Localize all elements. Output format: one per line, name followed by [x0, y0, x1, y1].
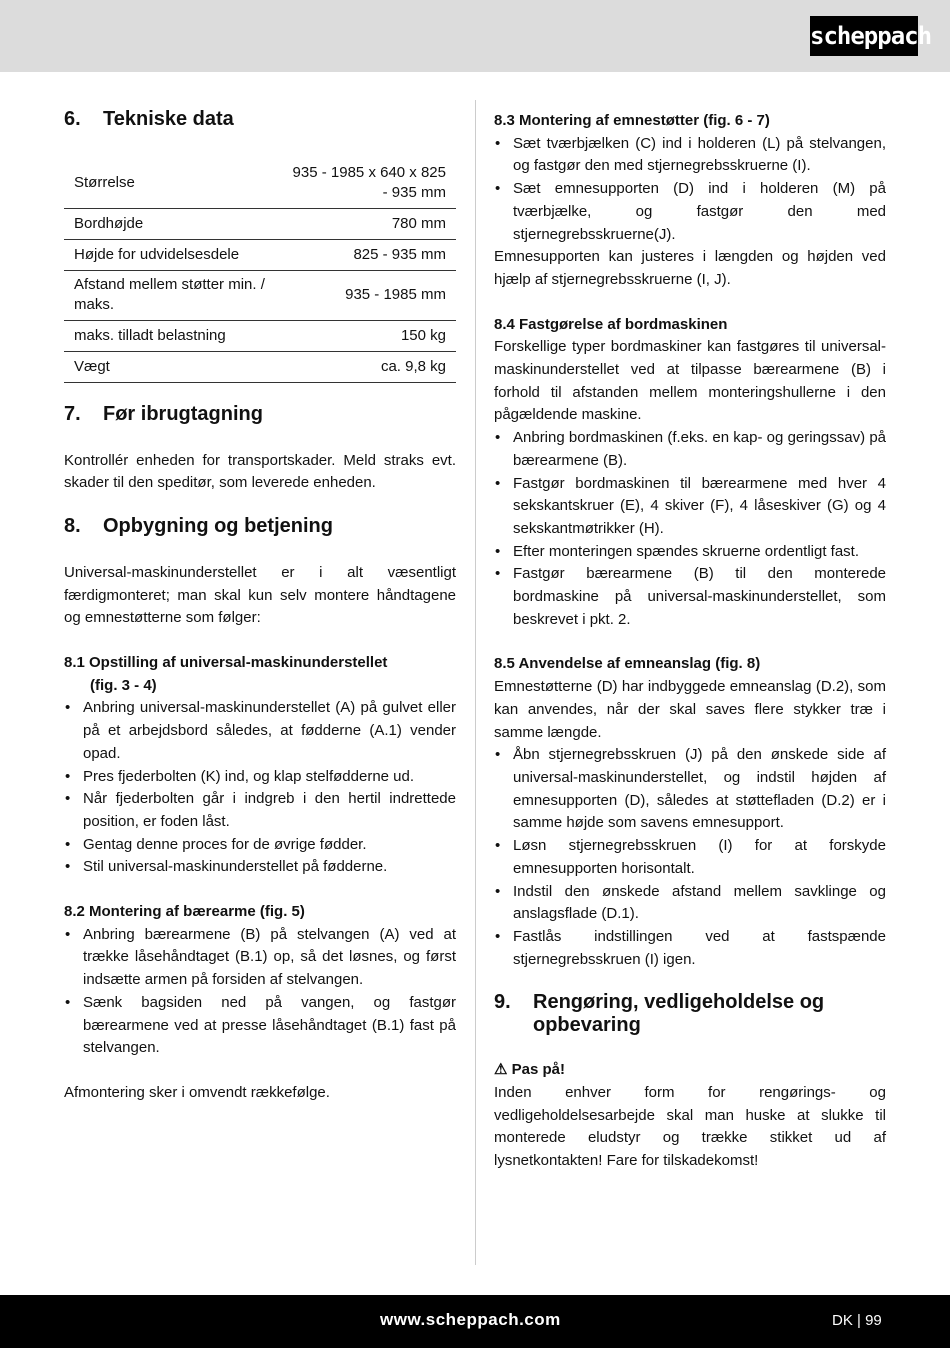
row-value: ca. 9,8 kg: [280, 351, 456, 382]
list-item: • Løsn stjernegrebsskruen (I) for at forskyde emnesupporten horisontalt.: [494, 835, 886, 880]
section-number: 6.: [64, 108, 81, 130]
page-number: DK | 99: [832, 1312, 882, 1329]
table-row: [64, 270, 456, 320]
row-value: 825 - 935 mm: [280, 239, 456, 270]
section-title: Opbygning og betjening: [103, 514, 333, 537]
section-title: Rengøring, vedligeholdelse og opbevaring: [533, 991, 825, 1037]
list-item: • Sæt tværbjælken (C) ind i holderen (L) på stelvangen, og fastgør den med stjernegrebsskruerne (I).: [494, 133, 886, 178]
section-7-text: Kontrollér enheden for transportskader. Meld straks evt. skader til den speditør, som leverede enheden.: [64, 451, 456, 492]
list-item: • Anbring bordmaskinen (f.eks. en kap- og geringssav) på bærearmene (B).: [494, 427, 886, 472]
list-item: • Sænk bagsiden ned på vangen, og fastgør bærearmene ved at presse låsehåndtaget (B.1) fast på stelvangen.: [64, 992, 456, 1060]
row-label: Bordhøjde: [64, 208, 280, 239]
subsection-title: 8.4 Fastgørelse af bordmaskinen: [494, 315, 728, 333]
section-8-3: [494, 110, 886, 292]
row-label: Vægt: [64, 351, 280, 382]
scheppach-logo: scheppach: [810, 16, 918, 56]
page-num: 99: [865, 1312, 882, 1329]
warning-triangle-icon: ⚠: [494, 1061, 508, 1079]
list-item: • Fastgør bærearmene (B) til den monterede bordmaskine på universal-maskinunderstellet, som beskrevet i pkt. 2.: [494, 563, 886, 631]
left-column: [64, 108, 456, 1105]
list-item: • Indstil den ønskede afstand mellem savklinge og anslagsflade (D.1).: [494, 881, 886, 926]
section-6-heading: [64, 108, 456, 131]
column-divider: [475, 100, 476, 1265]
section-number: 7.: [64, 402, 81, 425]
list-item: • Stil universal-maskinunderstellet på fødderne.: [64, 856, 456, 879]
row-value: 935 - 1985 x 640 x 825 - 935 mm: [280, 158, 456, 208]
list-item: • Gentag denne proces for de øvrige fødder.: [64, 834, 456, 857]
warning-label: Pas på!: [511, 1061, 565, 1079]
row-label: Afstand mellem støtter min. / maks.: [64, 270, 280, 320]
subsection-title: 8.1 Opstilling af universal-maskinunderstellet: [64, 654, 388, 672]
list-item: • Fastlås indstillingen ved at fastspænde stjernegrebsskruen (I) igen.: [494, 926, 886, 971]
table-row: [64, 351, 456, 382]
section-8-heading: [64, 515, 456, 538]
section-title: Tekniske data: [103, 108, 234, 130]
row-value: 150 kg: [280, 320, 456, 351]
row-label: Højde for udvidelsesdele: [64, 239, 280, 270]
list-item: • Åbn stjernegrebsskruen (J) på den ønskede side af universal-maskinunderstellet, og indstil højden af emnesupporten (D), således at støttefladen (D.2) er i samme højde som savens emnesupport.: [494, 744, 886, 835]
paragraph: Emnestøtterne (D) har indbyggede emneanslag (D.2), som kan anvendes, når der skal saves flere stykker træ i samme længde.: [494, 678, 886, 741]
subsection-title: 8.5 Anvendelse af emneanslag (fig. 8): [494, 655, 761, 673]
list-item: • Efter monteringen spændes skruerne ordentligt fast.: [494, 541, 886, 564]
page-header: [0, 0, 950, 72]
language-code: DK: [832, 1312, 853, 1329]
subsection-title-cont: (fig. 3 - 4): [90, 676, 157, 694]
row-label: Størrelse: [64, 158, 280, 208]
page-footer: [0, 1295, 950, 1348]
section-8-5: [494, 653, 886, 971]
list-item: • Anbring bærearmene (B) på stelvangen (A) ved at trække låsehåndtaget (B.1) op, så det løsnes, og først indsætte armen på forsiden af stelvangen.: [64, 924, 456, 992]
list-item: • Fastgør bordmaskinen til bærearmene med hver 4 sekskantskruer (E), 4 skiver (F), 4 låseskiver (G) og 4 sekskantmøtrikker (H).: [494, 473, 886, 541]
section-8-1: [64, 652, 456, 879]
right-column: [494, 110, 886, 1173]
tech-data-table: [64, 158, 456, 383]
paragraph: Forskellige typer bordmaskiner kan fastgøres til universal-maskinunderstellet ved at tilpasse bærearmene (B) i forhold til afstanden mellem monteringshullerne i den pågældende maskine.: [494, 338, 886, 424]
list-item: • Anbring universal-maskinunderstellet (A) på gulvet eller på et arbejdsbord således, at fødderne (A.1) vender opad.: [64, 697, 456, 765]
table-row: [64, 320, 456, 351]
section-number: 8.: [64, 514, 81, 537]
table-row: [64, 239, 456, 270]
section-9-warning: [494, 1059, 886, 1173]
subsection-title: 8.3 Montering af emnestøtter (fig. 6 - 7): [494, 112, 770, 129]
list-item: • Når fjederbolten går i indgreb i den hertil indrettede position, er foden låst.: [64, 788, 456, 833]
subsection-title: 8.2 Montering af bærearme (fig. 5): [64, 903, 305, 921]
list-item: • Sæt emnesupporten (D) ind i holderen (M) på tværbjælke, og fastgør den med stjernegrebsskruerne(J).: [494, 178, 886, 246]
table-row: [64, 158, 456, 208]
section-8-text: Universal-maskinunderstellet er i alt væsentligt færdigmonteret; man skal kun selv montere håndtagene og emnestøtterne som følger:: [64, 563, 456, 627]
section-8-2: [64, 901, 456, 1105]
section-8-4: [494, 314, 886, 632]
section-9-heading: [494, 991, 886, 1037]
table-row: [64, 208, 456, 239]
website-link[interactable]: www.scheppach.com: [380, 1310, 561, 1329]
section-7-heading: [64, 403, 456, 426]
paragraph: Emnesupporten kan justeres i længden og højden ved hjælp af stjernegrebsskruerne (I, J).: [494, 248, 886, 288]
section-title: Før ibrugtagning: [103, 402, 263, 425]
paragraph: Afmontering sker i omvendt rækkefølge.: [64, 1083, 330, 1101]
row-label: maks. tilladt belastning: [64, 320, 280, 351]
list-item: • Pres fjederbolten (K) ind, og klap stelfødderne ud.: [64, 766, 456, 789]
paragraph: Inden enhver form for rengørings- og vedligeholdelsesarbejde skal man huske at slukke til monterede eludstyr og trække stikket ud af lysnetkontakten! Fare for tilskadekomst!: [494, 1084, 886, 1170]
section-number: 9.: [494, 991, 511, 1014]
row-value: 780 mm: [280, 208, 456, 239]
row-value: 935 - 1985 mm: [280, 270, 456, 320]
